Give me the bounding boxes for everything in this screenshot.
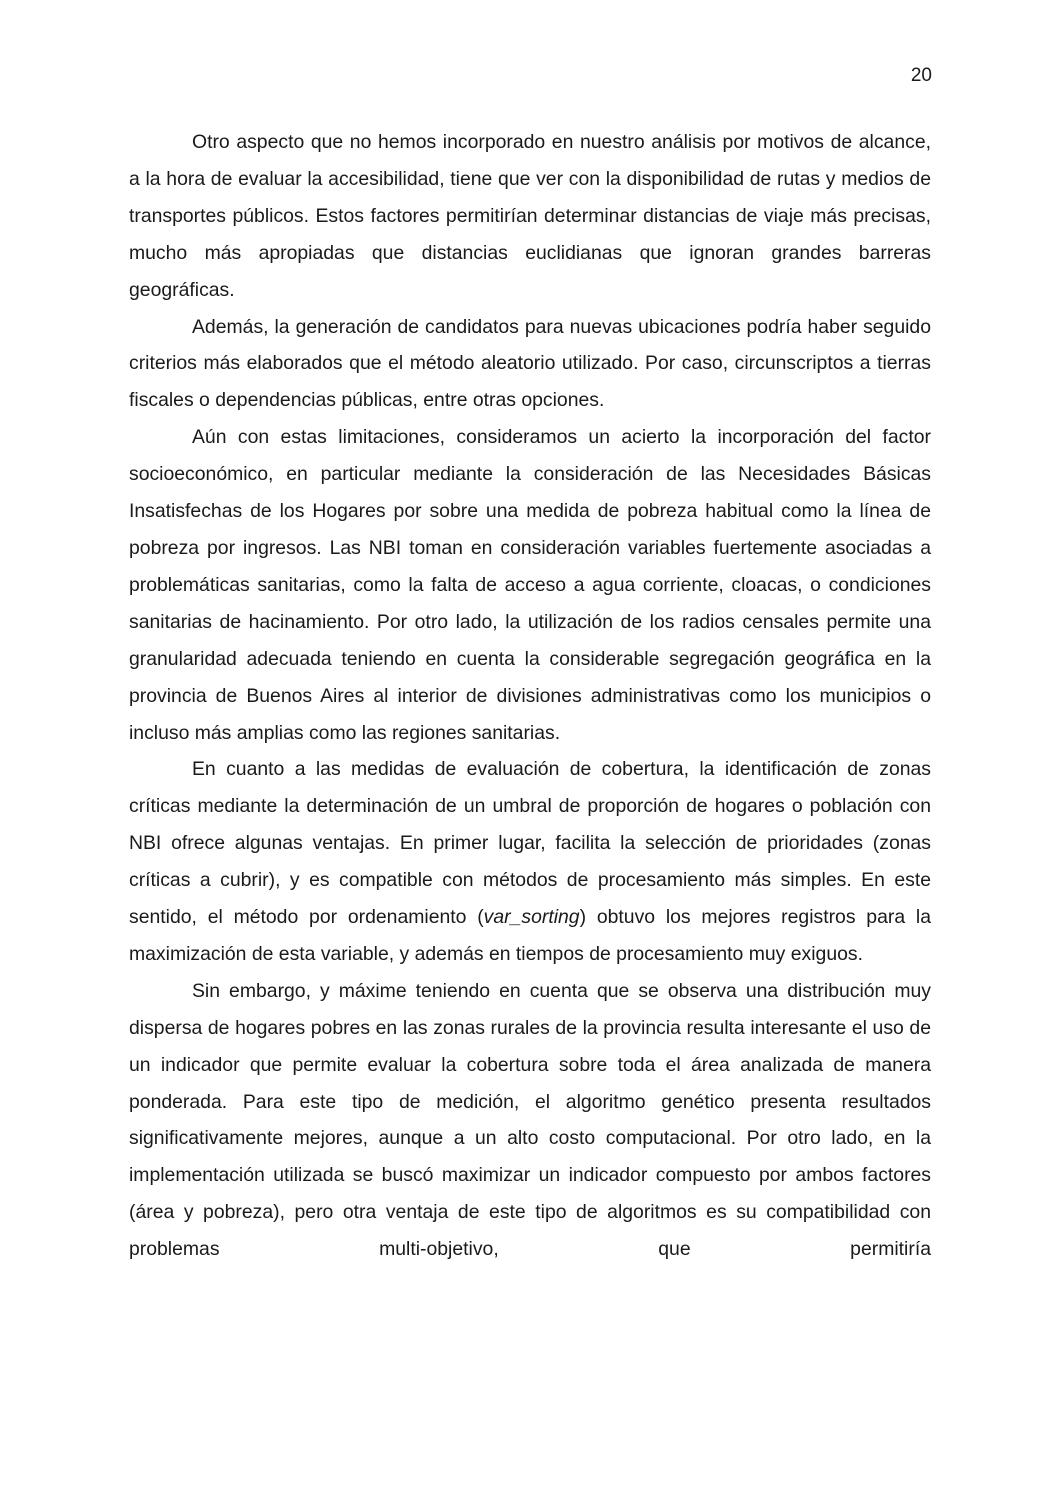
paragraph-transport-accessibility: Otro aspecto que no hemos incorporado en nuestro análisis por motivos de alcance, a la hora de evaluar la accesibilidad, tiene que ver con la disponibilidad de rutas y medios de transportes públicos. Estos factores permitirían determinar distancias de viaje más precisas, mucho más apropiadas que distancias euclidianas que ignoran grandes barreras geográficas. xyxy=(129,131,931,301)
paragraph-coverage-evaluation xyxy=(129,751,931,972)
paragraph-candidate-generation: Además, la generación de candidatos para nuevas ubicaciones podría haber seguido criterios más elaborados que el método aleatorio utilizado. Por caso, circunscriptos a tierras fiscales o dependencias públicas, entre otras opciones. xyxy=(129,315,931,412)
page-number: 20 xyxy=(910,65,932,86)
method-name-italic: var_sorting xyxy=(483,906,580,929)
paragraph-text-segment: ) obtuvo los mejores registros para la maximización de esta variable, y además en tiempos de procesamiento muy exiguos. xyxy=(129,906,931,965)
paragraph-text-segment: En cuanto a las medidas de evaluación de cobertura, la identificación de zonas críticas mediante la determinación de un umbral de proporción de hogares o población con NBI ofrece algunas ventajas. En primer lugar, facilita la selección de prioridades (zonas críticas a cubrir), y es compatible con métodos de procesamiento más simples. En este sentido, el método por ordenamiento ( xyxy=(129,758,931,929)
body-text xyxy=(129,124,931,1268)
paragraph-genetic-algorithm: Sin embargo, y máxime teniendo en cuenta que se observa una distribución muy dispersa de hogares pobres en las zonas rurales de la provincia resulta interesante el uso de un indicador que permite evaluar la cobertura sobre toda el área analizada de manera ponderada. Para este tipo de medición, el algoritmo genético presenta resultados significativamente mejores, aunque a un alto costo computacional. Por otro lado, en la implementación utilizada se buscó maximizar un indicador compuesto por ambos factores (área y pobreza), pero otra ventaja de este tipo de algoritmos es su compatibilidad con problemas multi-objetivo, que permitiría xyxy=(129,979,931,1261)
paragraph-socioeconomic-factor: Aún con estas limitaciones, consideramos un acierto la incorporación del factor socioeconómico, en particular mediante la consideración de las Necesidades Básicas Insatisfechas de los Hogares por sobre una medida de pobreza habitual como la línea de pobreza por ingresos. Las NBI toman en consideración variables fuertemente asociadas a problemáticas sanitarias, como la falta de acceso a agua corriente, cloacas, o condiciones sanitarias de hacinamiento. Por otro lado, la utilización de los radios censales permite una granularidad adecuada teniendo en cuenta la considerable segregación geográfica en la provincia de Buenos Aires al interior de divisiones administrativas como los municipios o incluso más amplias como las regiones sanitarias. xyxy=(129,426,931,744)
